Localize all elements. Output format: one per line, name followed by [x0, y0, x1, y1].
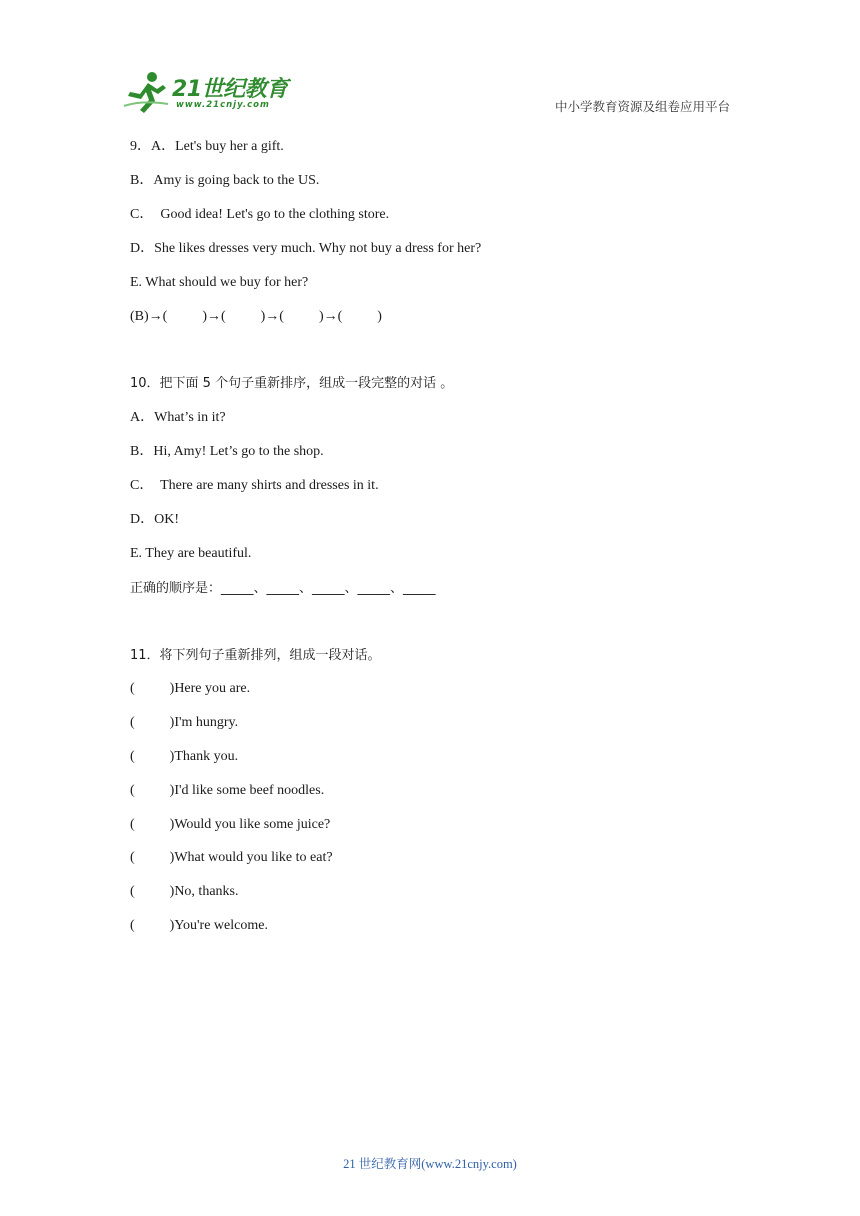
- q10-option-d: D．OK!: [130, 512, 179, 527]
- q11-item[interactable]: ( )Here you are.: [130, 681, 251, 696]
- q10-option-e: E. They are beautiful.: [130, 546, 252, 561]
- q11-item[interactable]: ( )What would you like to eat?: [130, 850, 333, 865]
- q11-title: 11．将下列句子重新排列，组成一段对话。: [130, 648, 381, 663]
- page-header: [0, 0, 860, 120]
- page-footer[interactable]: 21 世纪教育网(www.21cnjy.com): [343, 1157, 517, 1171]
- q10-answer-blanks[interactable]: 正确的顺序是：_____、_____、_____、_____、_____: [130, 581, 436, 596]
- logo-url: www.21cnjy.com: [176, 100, 270, 110]
- q10-option-b: B．Hi, Amy! Let’s go to the shop.: [130, 444, 324, 459]
- q9-option-c: C． Good idea! Let's go to the clothing store.: [130, 207, 390, 222]
- q11-item[interactable]: ( )I'd like some beef noodles.: [130, 783, 325, 798]
- q11-item[interactable]: ( )No, thanks.: [130, 884, 239, 899]
- q10-option-c: C． There are many shirts and dresses in it.: [130, 478, 379, 493]
- q11-item[interactable]: ( )You're welcome.: [130, 918, 268, 933]
- q9-option-e: E. What should we buy for her?: [130, 275, 309, 290]
- site-logo[interactable]: [122, 70, 290, 114]
- q10-option-a: A．What’s in it?: [130, 410, 226, 425]
- running-man-icon: [122, 70, 172, 114]
- logo-text: 21世纪教育: [172, 77, 288, 102]
- q9-option-d: D．She likes dresses very much. Why not buy a dress for her?: [130, 241, 482, 256]
- q11-item[interactable]: ( )Thank you.: [130, 749, 239, 764]
- q9-option-b: B．Amy is going back to the US.: [130, 173, 320, 188]
- q9-option-a: 9．A．Let's buy her a gift.: [130, 139, 284, 154]
- platform-name: 中小学教育资源及组卷应用平台: [554, 99, 730, 114]
- q11-item[interactable]: ( )Would you like some juice?: [130, 817, 331, 832]
- q10-title: 10．把下面 5 个句子重新排序，组成一段完整的对话 。: [130, 376, 454, 391]
- q11-item[interactable]: ( )I'm hungry.: [130, 715, 239, 730]
- q9-answer-sequence[interactable]: (B)→( )→( )→( )→( ): [130, 309, 382, 324]
